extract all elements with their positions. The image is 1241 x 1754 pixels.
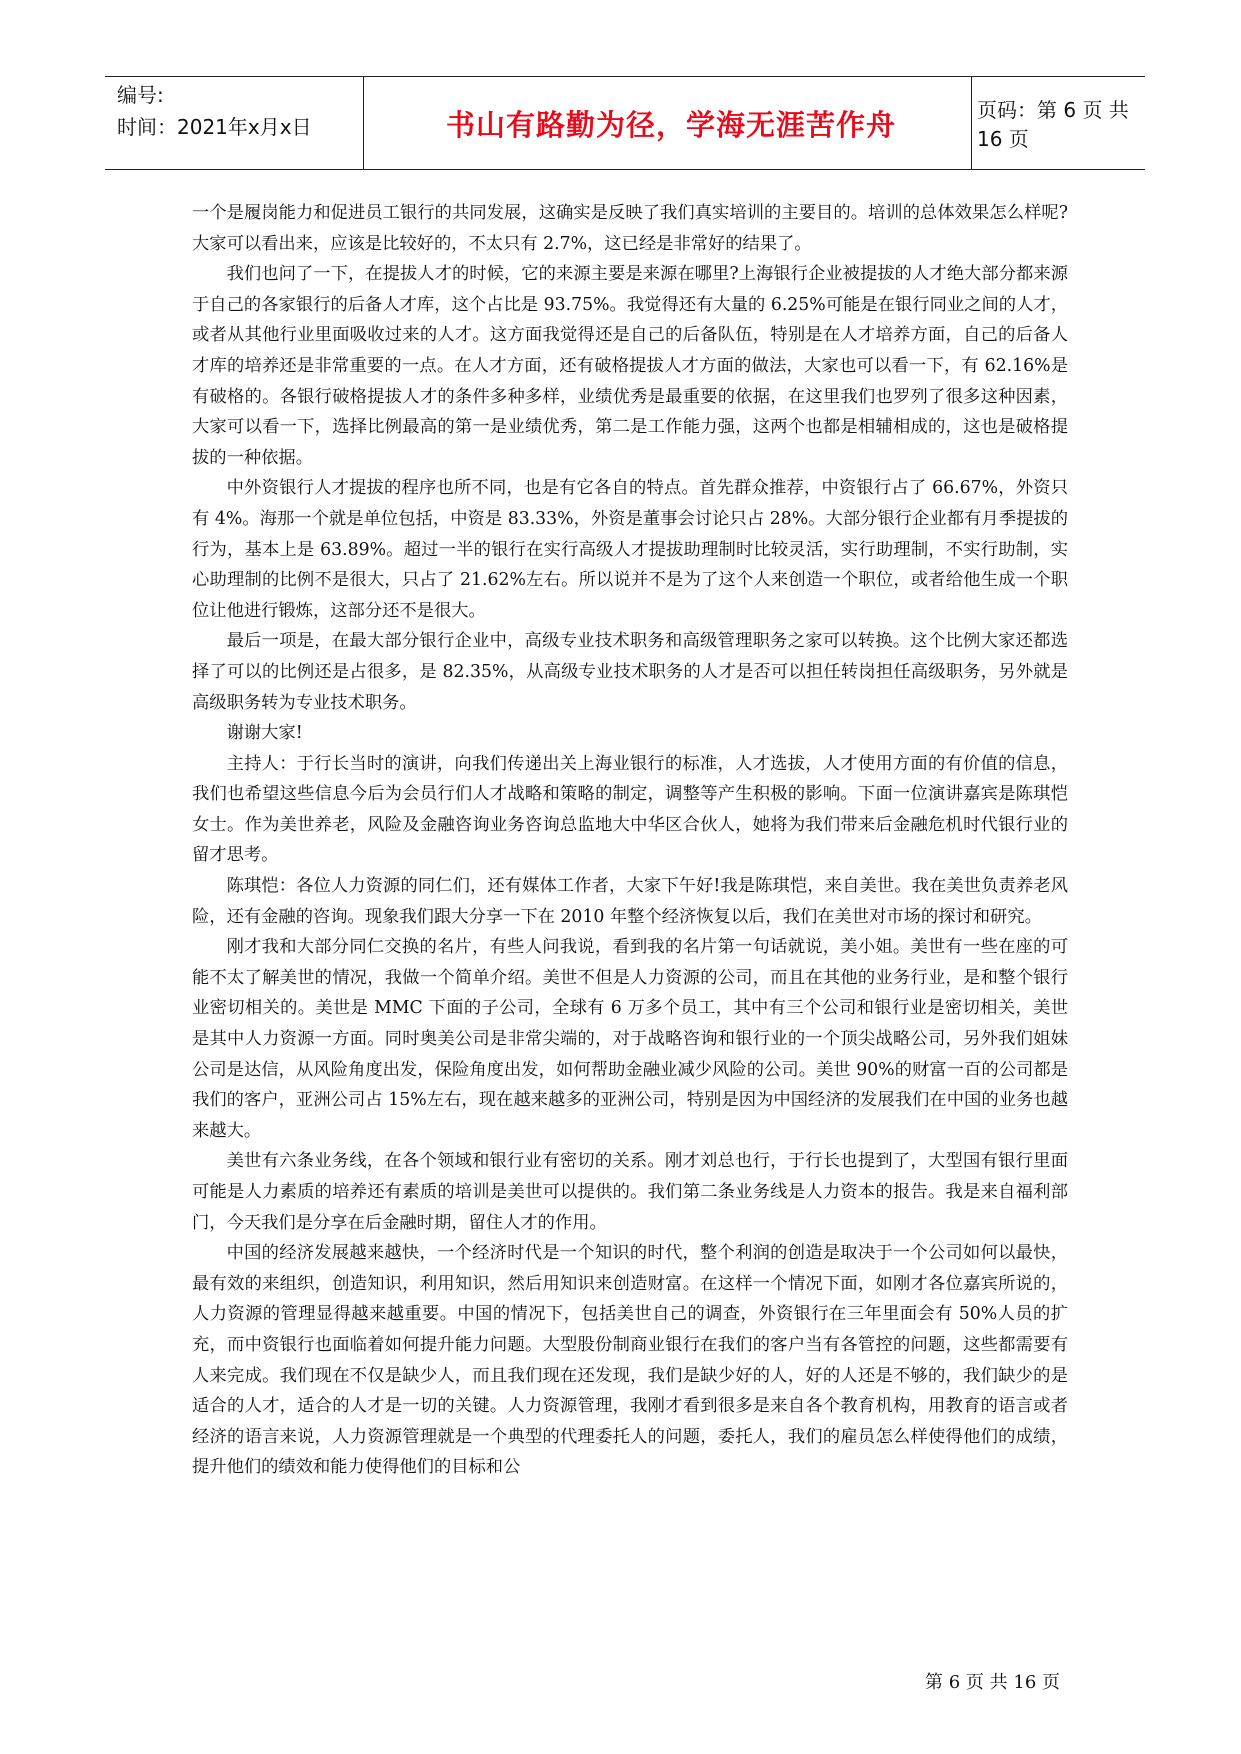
paragraph: 美世有六条业务线，在各个领域和银行业有密切的关系。刚才刘总也行，于行长也提到了，大型国有银行里面可能是人力素质的培养还有素质的培训是美世可以提供的。我们第二条业务线是人力资本的报告。我是来自福利部门，今天我们是分享在后金融时期，留住人才的作用。 xyxy=(192,1151,1068,1233)
paragraph: 最后一项是，在最大部分银行企业中，高级专业技术职务和高级管理职务之家可以转换。这个比例大家还都选择了可以的比例还是占很多，是 82.35%，从高级专业技术职务的人才是否可以担任转岗担任高级职务，另外就是高级职务转为专业技术职务。 xyxy=(192,631,1068,713)
paragraph: 陈琪恺：各位人力资源的同仁们，还有媒体工作者，大家下午好!我是陈琪恺，来自美世。我在美世负责养老风险，还有金融的咨询。现象我们跟大分享一下在 2010 年整个经济恢复以后，我们在美世对市场的探讨和研究。 xyxy=(192,876,1068,927)
header-motto: 书山有路勤为径，学海无涯苦作舟 xyxy=(445,107,896,142)
paragraph: 我们也问了一下，在提拔人才的时候，它的来源主要是来源在哪里?上海银行企业被提拔的人才绝大部分都来源于自己的各家银行的后备人才库，这个占比是 93.75%。我觉得还有大量的 6.25%可能是在银行同业之间的人才，或者从其他行业里面吸收过来的人才。这方面我觉得还是自己的后备队伍，特别是在人才培养方面，自己的后备人才库的培养还是非常重要的一点。在人才方面，还有破格提拔人才方面的做法，大家也可以看一下，有 62.16%是有破格的。各银行破格提拔人才的条件多种多样，业绩优秀是最重要的依据，在这里我们也罗列了很多这种因素，大家可以看一下，选择比例最高的第一是业绩优秀，第二是工作能力强，这两个也都是相辅相成的，这也是破格提拔的一种依据。 xyxy=(192,264,1068,468)
header-meta xyxy=(117,79,365,167)
document-date-label: 时间：2021年x月x日 xyxy=(117,115,312,139)
page-header xyxy=(105,76,1145,170)
paragraph: 中国的经济发展越来越快，一个经济时代是一个知识的时代，整个利润的创造是取决于一个公司如何以最快，最有效的来组织，创造知识，利用知识，然后用知识来创造财富。在这样一个情况下面，如刚才各位嘉宾所说的，人力资源的管理显得越来越重要。中国的情况下，包括美世自己的调查，外资银行在三年里面会有 50%人员的扩充，而中资银行也面临着如何提升能力问题。大型股份制商业银行在我们的客户当有各管控的问题，这些都需要有人来完成。我们现在不仅是缺少人，而且我们现在还发现，我们是缺少好的人，好的人还是不够的，我们缺少的是适合的人才，适合的人才是一切的关键。人力资源管理，我刚才看到很多是来自各个教育机构，用教育的语言或者经济的语言来说，人力资源管理就是一个典型的代理委托人的问题，委托人，我们的雇员怎么样使得他们的成绩，提升他们的绩效和能力使得他们的目标和公 xyxy=(192,1243,1068,1478)
header-divider xyxy=(971,77,972,169)
paragraph: 一个是履岗能力和促进员工银行的共同发展，这确实是反映了我们真实培训的主要目的。培训的总体效果怎么样呢?大家可以看出来，应该是比较好的，不太只有 2.7%，这已经是非常好的结果了。 xyxy=(192,203,1068,254)
document-body xyxy=(192,198,1068,1483)
paragraph: 刚才我和大部分同仁交换的名片，有些人问我说，看到我的名片第一句话就说，美小姐。美世有一些在座的可能不太了解美世的情况，我做一个简单介绍。美世不但是人力资源的公司，而且在其他的业务行业，是和整个银行业密切相关的。美世是 MMC 下面的子公司，全球有 6 万多个员工，其中有三个公司和银行业是密切相关，美世是其中人力资源一方面。同时奥美公司是非常尖端的，对于战略咨询和银行业的一个顶尖战略公司，另外我们姐妹公司是达信，从风险角度出发，保险角度出发，如何帮助金融业减少风险的公司。美世 90%的财富一百的公司都是我们的客户，亚洲公司占 15%左右，现在越来越多的亚洲公司，特别是因为中国经济的发展我们在中国的业务也越来越大。 xyxy=(192,937,1068,1141)
header-page-number: 页码：第 6 页 共 16 页 xyxy=(977,98,1129,151)
document-number-label: 编号: xyxy=(117,83,164,107)
header-divider xyxy=(363,77,364,169)
paragraph: 中外资银行人才提拔的程序也所不同，也是有它各自的特点。首先群众推荐，中资银行占了 66.67%，外资只有 4%。海那一个就是单位包括，中资是 83.33%，外资是董事会讨论只占 28%。大部分银行企业都有月季提拔的行为，基本上是 63.89%。超过一半的银行在实行高级人才提拔助理制时比较灵活，实行助理制，不实行助制，实心助理制的比例不是很大，只占了 21.62%左右。所以说并不是为了这个人来创造一个职位，或者给他生成一个职位让他进行锻炼，这部分还不是很大。 xyxy=(192,478,1068,621)
page-footer: 第 6 页 共 16 页 xyxy=(925,1672,1060,1693)
paragraph: 主持人：于行长当时的演讲，向我们传递出关上海业银行的标准，人才选拔，人才使用方面的有价值的信息，我们也希望这些信息今后为会员行们人才战略和策略的制定，调整等产生积极的影响。下面一位演讲嘉宾是陈琪恺女士。作为美世养老，风险及金融咨询业务咨询总监地大中华区合伙人，她将为我们带来后金融危机时代银行业的留才思考。 xyxy=(192,753,1068,866)
paragraph: 谢谢大家! xyxy=(226,723,303,744)
